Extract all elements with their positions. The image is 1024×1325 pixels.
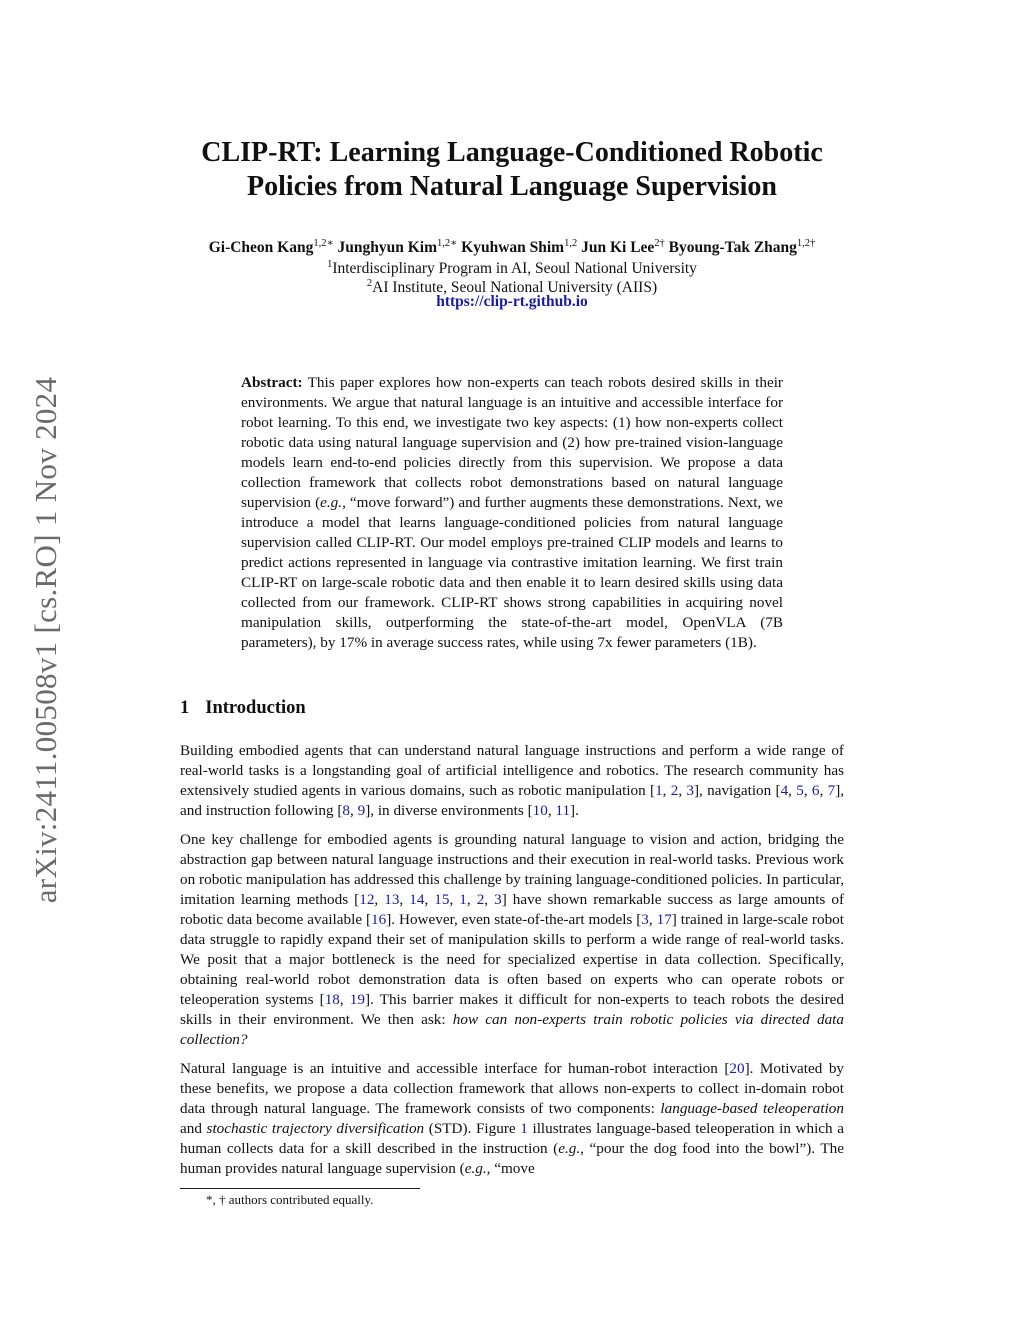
text-run: ]. Motivated by these benefits, we propose a data collection framework that allows non-experts to collect in-domain robot data through natural language. The framework consists of two components:: [180, 1060, 845, 1117]
citation-link[interactable]: 16: [371, 911, 387, 928]
citation-link[interactable]: 6: [811, 782, 820, 799]
text-run: (STD). Figure: [424, 1120, 521, 1137]
section-title: Introduction: [205, 698, 306, 718]
text-run: ], and instruction following [: [180, 782, 845, 819]
citation-link[interactable]: 2: [670, 782, 679, 799]
citation-link[interactable]: 10: [532, 802, 548, 819]
abstract-text-cont: “move forward”) and further augments these demonstrations. Next, we introduce a model that learns language-conditioned policies from natural language supervision called CLIP-RT. Our model employs pre-trained CLIP models and learns to predict actions represented in language via contrastive imitation learning. We first train CLIP-RT on large-scale robotic data and then enable it to learn desired skills using data collected from our framework. CLIP-RT shows strong capabilities in acquiring novel manipulation skills, outperforming the state-of-the-art model, OpenVLA (7B parameters), by 17% in average success rates, while using 7x fewer parameters (1B).: [241, 494, 783, 651]
citation-link[interactable]: 18: [324, 991, 340, 1008]
citation-link[interactable]: 1: [459, 891, 467, 908]
footnote: *, † authors contributed equally.: [206, 1192, 374, 1207]
text-run: ].: [570, 802, 579, 819]
intro-paragraph-3: [180, 1059, 844, 1179]
author-name: Byoung-Tak Zhang: [668, 239, 797, 257]
author-name: Gi-Cheon Kang: [208, 239, 314, 257]
text-run: “move: [490, 1160, 535, 1177]
eg-abbrev: e.g.,: [558, 1140, 584, 1157]
citation-link[interactable]: 9: [357, 802, 366, 819]
project-url-link[interactable]: https://clip-rt.github.io: [436, 293, 588, 310]
citation-link[interactable]: 4: [780, 782, 789, 799]
intro-paragraph-2: One key challenge for embodied agents is grounding natural language to vision and action, bridging the abstraction gap between natural language instructions and their execution in real-world tasks. Previous work on robotic manipulation has addressed this challenge by training language-conditioned policies. In particular, imitation learning methods [12, 13, 14, 15, 1, 2, 3] have shown remarkable success as large amounts of robotic data become available [16]. However, even state-of-the-art models [3, 17] trained in large-scale robot data struggle to rapidly expand their set of manipulation skills to perform a wide range of real-world tasks. We posit that a major bottleneck is the need for specialized expertise in data collection. Specifically, obtaining real-world robot demonstration data is often based on experts who can operate robots or teleoperation systems [18, 19]. This barrier makes it difficult for non-experts to teach robots the desired skills in their environment. We then ask: how can non-experts train robotic policies via directed data collection?: [180, 831, 845, 1048]
text-run: ]. This barrier makes it difficult for non-experts to teach robots the desired skills in their environment. We then ask:: [180, 991, 845, 1028]
text-run: and: [180, 1120, 207, 1137]
abstract-eg: e.g.,: [320, 494, 346, 511]
citation-link[interactable]: 1: [655, 782, 663, 799]
author-name: Jun Ki Lee: [581, 239, 655, 257]
affiliation-text: AI Institute, Seoul National University (AIIS): [372, 279, 658, 297]
text-run: ] trained in large-scale robot data struggle to rapidly expand their set of manipulation skills to perform a wide range of real-world tasks. We posit that a major bottleneck is the need for specialized expertise in data collection. Specifically, obtaining real-world robot demonstration data is often based on experts who can operate robots or teleoperation systems [: [180, 911, 844, 1008]
term-language-based-teleoperation: language-based teleoperation: [660, 1100, 844, 1117]
citation-link[interactable]: 3: [686, 782, 694, 799]
citation-link[interactable]: 15: [434, 891, 450, 908]
title-line-2: Policies from Natural Language Supervision: [247, 171, 777, 202]
arxiv-identifier: arXiv:2411.00508v1 [cs.RO] 1 Nov 2024: [28, 376, 63, 904]
paper-title: [150, 136, 874, 204]
affiliation-mark: 1: [327, 259, 333, 270]
text-run: ]. However, even state-of-the-art models [: [386, 911, 642, 928]
eg-abbrev: e.g.,: [464, 1160, 491, 1177]
citation-link[interactable]: 13: [384, 891, 400, 908]
abstract-text: This paper explores how non-experts can teach robots desired skills in their environments. We argue that natural language is an intuitive and accessible interface for robot learning. To this end, we investigate two key aspects: (1) how non-experts collect robotic data using natural language supervision and (2) how pre-trained vision-language models learn end-to-end policies directly from this supervision. We propose a data collection framework that collects robot demonstrations based on natural language supervision (: [241, 374, 783, 511]
title-line-1: CLIP-RT: Learning Language-Conditioned Robotic: [201, 137, 823, 168]
affiliation-text: Interdisciplinary Program in AI, Seoul National University: [332, 260, 697, 278]
section-heading: [180, 698, 306, 719]
text-run: illustrates language-based teleoperation in which a human collects data for a skill described in the instruction (: [180, 1120, 844, 1157]
citation-link[interactable]: 19: [349, 991, 365, 1008]
author-name: Junghyun Kim: [337, 239, 437, 257]
research-question: how can non-experts train robotic policies via directed data collection?: [180, 1011, 844, 1048]
text-run: ], navigation [: [694, 782, 781, 799]
citation-link[interactable]: 3: [494, 891, 502, 908]
citation-link[interactable]: 8: [342, 802, 350, 819]
author-affil-mark: 1,2∗: [313, 238, 334, 249]
citation-link[interactable]: 20: [729, 1060, 745, 1077]
section-number: 1: [180, 698, 190, 718]
text-run: “pour the dog food into the bowl”). The human provides natural language supervision (: [180, 1140, 844, 1177]
footnote-divider: [180, 1188, 420, 1189]
citation-link[interactable]: 7: [827, 782, 836, 799]
citation-link[interactable]: 17: [656, 911, 672, 928]
citation-link[interactable]: 3: [641, 911, 649, 928]
abstract-label: Abstract:: [241, 374, 303, 391]
citation-link[interactable]: 12: [359, 891, 375, 908]
text-run: ] have shown remarkable success as large amounts of robotic data become available [: [180, 891, 845, 928]
text-run: Natural language is an intuitive and accessible interface for human-robot interaction [: [180, 1060, 730, 1077]
author-affil-mark: 1,2∗: [437, 238, 458, 249]
term-stochastic-trajectory-diversification: stochastic trajectory diversification: [206, 1120, 425, 1137]
author-affil-mark: 1,2†: [796, 238, 816, 249]
text-run: One key challenge for embodied agents is grounding natural language to vision and action, bridging the abstraction gap between natural language instructions and their execution in real-world tasks. Previous work on robotic manipulation has addressed this challenge by training language-conditioned policies. In particular, imitation learning methods [: [180, 831, 844, 908]
affiliation-mark: 2: [366, 278, 373, 289]
citation-link[interactable]: 2: [476, 891, 485, 908]
citation-link[interactable]: 11: [555, 802, 571, 819]
text-run: Building embodied agents that can understand natural language instructions and perform a wide range of real-world tasks is a longstanding goal of artificial intelligence and robotics. The research community has extensively studied agents in various domains, such as robotic manipulation [: [180, 742, 844, 799]
citation-link[interactable]: 14: [409, 891, 425, 908]
author-affil-mark: 1,2: [564, 238, 578, 249]
citation-link[interactable]: 5: [796, 782, 804, 799]
author-name: Kyuhwan Shim: [461, 239, 565, 257]
intro-paragraph-1: Building embodied agents that can understand natural language instructions and perform a wide range of real-world tasks is a longstanding goal of artificial intelligence and robotics. The research community has extensively studied agents in various domains, such as robotic manipulation [1, 2, 3], navigation [4, 5, 6, 7], and instruction following [8, 9], in diverse environments [10, 11].: [180, 742, 845, 819]
abstract: [241, 373, 783, 653]
author-affil-mark: 2†: [654, 238, 665, 249]
figure-link[interactable]: 1: [520, 1120, 528, 1137]
text-run: ], in diverse environments [: [365, 802, 533, 819]
